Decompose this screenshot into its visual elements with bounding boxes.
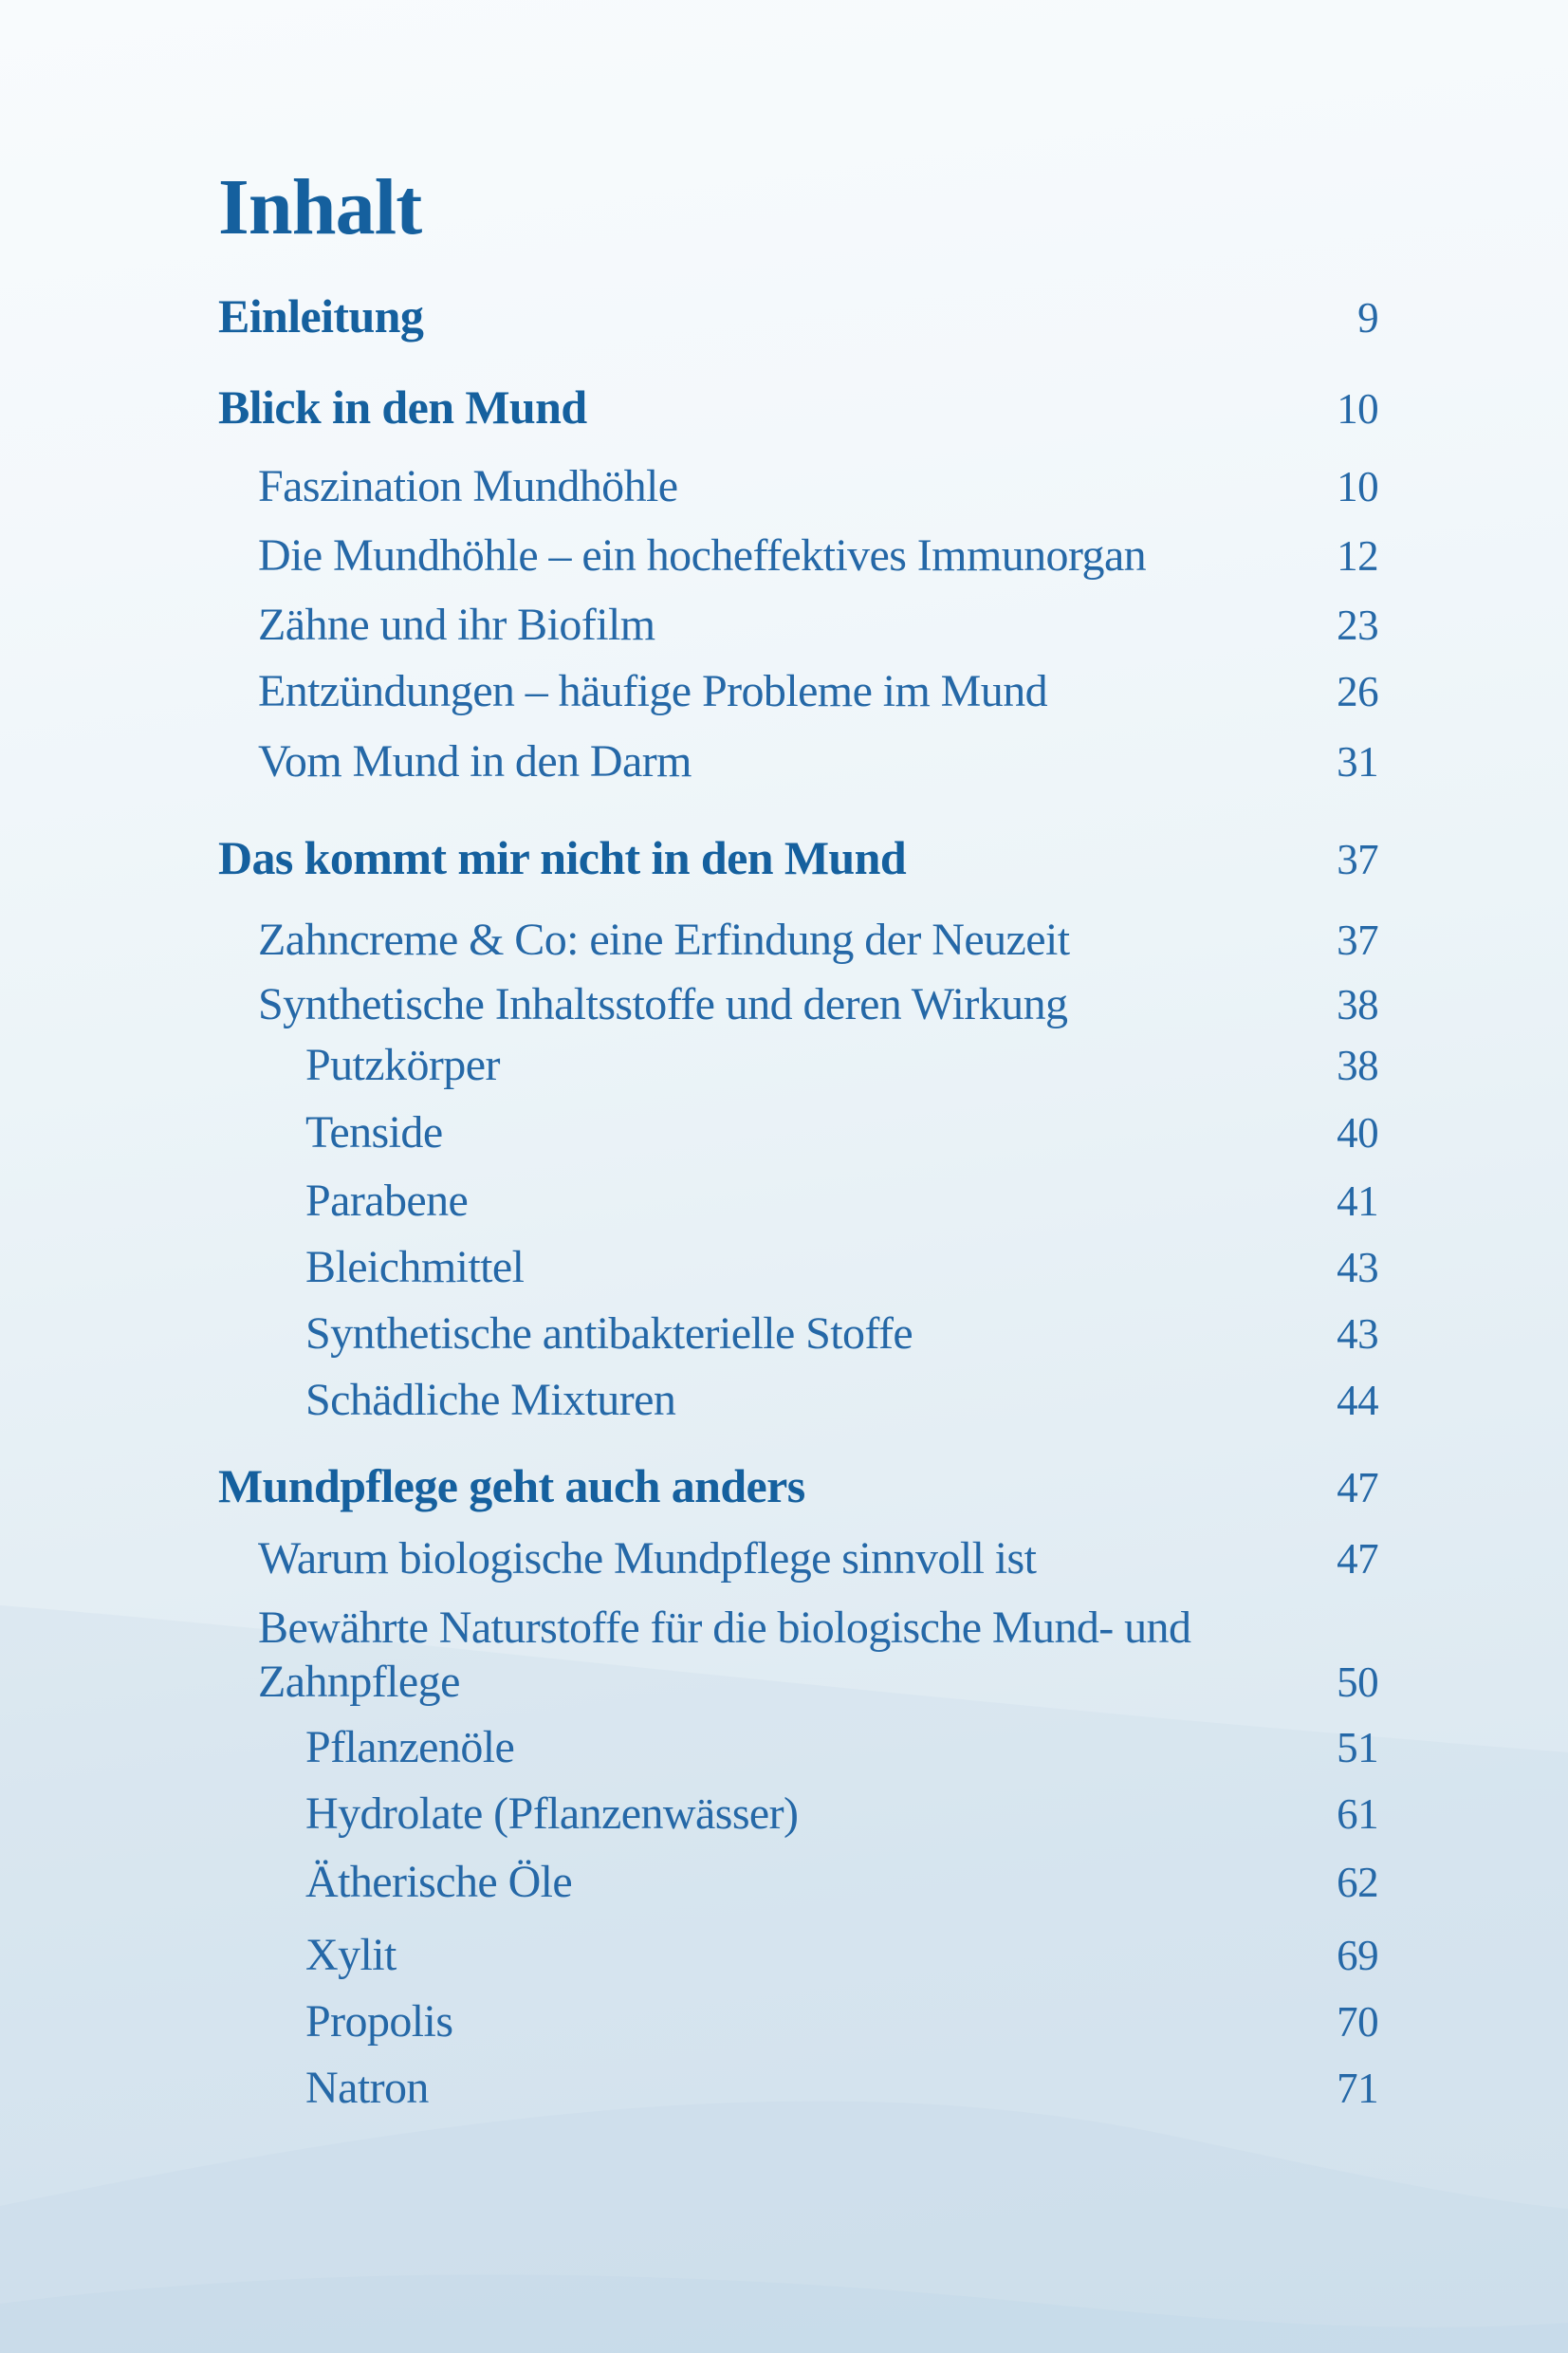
toc-entry-label: Einleitung <box>218 289 424 343</box>
toc-entry-label: Das kommt mir nicht in den Mund <box>218 831 907 884</box>
toc-entry <box>218 1788 1378 1839</box>
toc-entry-label: Bleichmittel <box>305 1242 525 1292</box>
toc-entry-page: 51 <box>1337 1724 1378 1771</box>
toc-entry-label: Die Mundhöhle – ein hocheffektives Immunorgan <box>258 530 1147 581</box>
toc-entry <box>218 736 1378 787</box>
toc-entry <box>218 602 1378 648</box>
toc-entry-page: 12 <box>1337 532 1378 580</box>
toc-entry-label: Zähne und ihr Biofilm <box>258 600 655 650</box>
toc-entry <box>218 1242 1378 1292</box>
toc-entry-label: Synthetische antibakterielle Stoffe <box>305 1308 913 1359</box>
toc-entry-page: 43 <box>1337 1310 1378 1358</box>
toc-entry-label: Putzkörper <box>305 1040 500 1090</box>
toc-entry-page: 62 <box>1337 1859 1378 1906</box>
toc-entry <box>218 1308 1378 1359</box>
page-title: Inhalt <box>218 163 422 251</box>
toc-entry <box>218 831 1378 884</box>
toc-entry <box>218 1930 1378 1980</box>
toc-entry-page: 43 <box>1337 1244 1378 1291</box>
toc-entry-label: Tenside <box>305 1107 443 1158</box>
toc-entry-page: 41 <box>1337 1177 1378 1225</box>
toc-entry <box>218 380 1378 434</box>
toc-entry <box>218 1857 1378 1907</box>
toc-entry-page: 44 <box>1337 1377 1378 1424</box>
toc-entry-label: Faszination Mundhöhle <box>258 461 678 511</box>
toc-entry <box>218 1533 1378 1584</box>
toc-entry-label: Propolis <box>305 1996 453 2047</box>
toc-entry-label: Xylit <box>305 1930 397 1980</box>
toc-entry <box>218 1459 1378 1512</box>
toc-entry <box>218 666 1378 716</box>
toc-entry-label: Ätherische Öle <box>305 1857 573 1907</box>
toc-entry-label: Schädliche Mixturen <box>305 1375 676 1425</box>
toc-entry <box>218 1605 1378 1651</box>
toc-entry-label: Vom Mund in den Darm <box>258 736 692 787</box>
toc-entry-page: 71 <box>1337 2065 1378 2112</box>
toc-entry-page: 23 <box>1337 602 1378 649</box>
toc-entry-page: 61 <box>1337 1790 1378 1838</box>
toc-entry-label: Zahncreme & Co: eine Erfindung der Neuzeit <box>258 915 1070 965</box>
toc-entry <box>218 1040 1378 1090</box>
toc-entry-label: Bewährte Naturstoffe für die biologische Mund- und <box>258 1603 1191 1653</box>
toc-entry-label: Synthetische Inhaltsstoffe und deren Wirkung <box>258 979 1068 1029</box>
toc-entry <box>218 979 1378 1029</box>
toc-entry-page: 37 <box>1337 917 1378 964</box>
toc-entry-label: Entzündungen – häufige Probleme im Mund <box>258 666 1048 716</box>
toc-entry-page: 40 <box>1337 1109 1378 1157</box>
toc-entry-page: 47 <box>1337 1535 1378 1583</box>
toc-entry <box>218 461 1378 511</box>
toc-entry-page: 47 <box>1337 1464 1378 1511</box>
toc-entry <box>218 1722 1378 1772</box>
toc-entry-label: Mundpflege geht auch anders <box>218 1459 805 1512</box>
toc-entry <box>218 1375 1378 1425</box>
toc-entry-page: 38 <box>1337 1042 1378 1089</box>
toc-entry <box>218 917 1378 963</box>
toc-entry <box>218 1107 1378 1158</box>
toc-entry-label: Warum biologische Mundpflege sinnvoll ist <box>258 1533 1037 1584</box>
toc-entry-page: 9 <box>1357 294 1378 342</box>
toc-entry-label: Parabene <box>305 1176 469 1226</box>
toc-entry <box>218 2063 1378 2113</box>
toc-entry <box>218 289 1378 343</box>
toc-entry-page: 10 <box>1337 463 1378 510</box>
toc-entry-page: 26 <box>1337 668 1378 715</box>
toc-entry-page: 31 <box>1337 738 1378 786</box>
toc-entry <box>218 530 1378 581</box>
toc-entry-label: Blick in den Mund <box>218 380 587 434</box>
toc-entry-label: Hydrolate (Pflanzenwässer) <box>305 1788 799 1839</box>
toc-entry-page: 38 <box>1337 981 1378 1028</box>
toc-entry-page: 69 <box>1337 1932 1378 1979</box>
toc-entry-page: 70 <box>1337 1998 1378 2046</box>
toc-entry <box>218 1659 1378 1705</box>
toc-entry <box>218 1996 1378 2047</box>
toc-entry-label: Natron <box>305 2063 429 2113</box>
toc-entry-page: 10 <box>1337 385 1378 433</box>
toc-entry-page: 50 <box>1337 1658 1378 1706</box>
toc-entry-label: Zahnpflege <box>258 1657 460 1707</box>
toc-entry <box>218 1178 1378 1224</box>
toc-entry-label: Pflanzenöle <box>305 1722 515 1772</box>
toc-entry-page: 37 <box>1337 836 1378 883</box>
